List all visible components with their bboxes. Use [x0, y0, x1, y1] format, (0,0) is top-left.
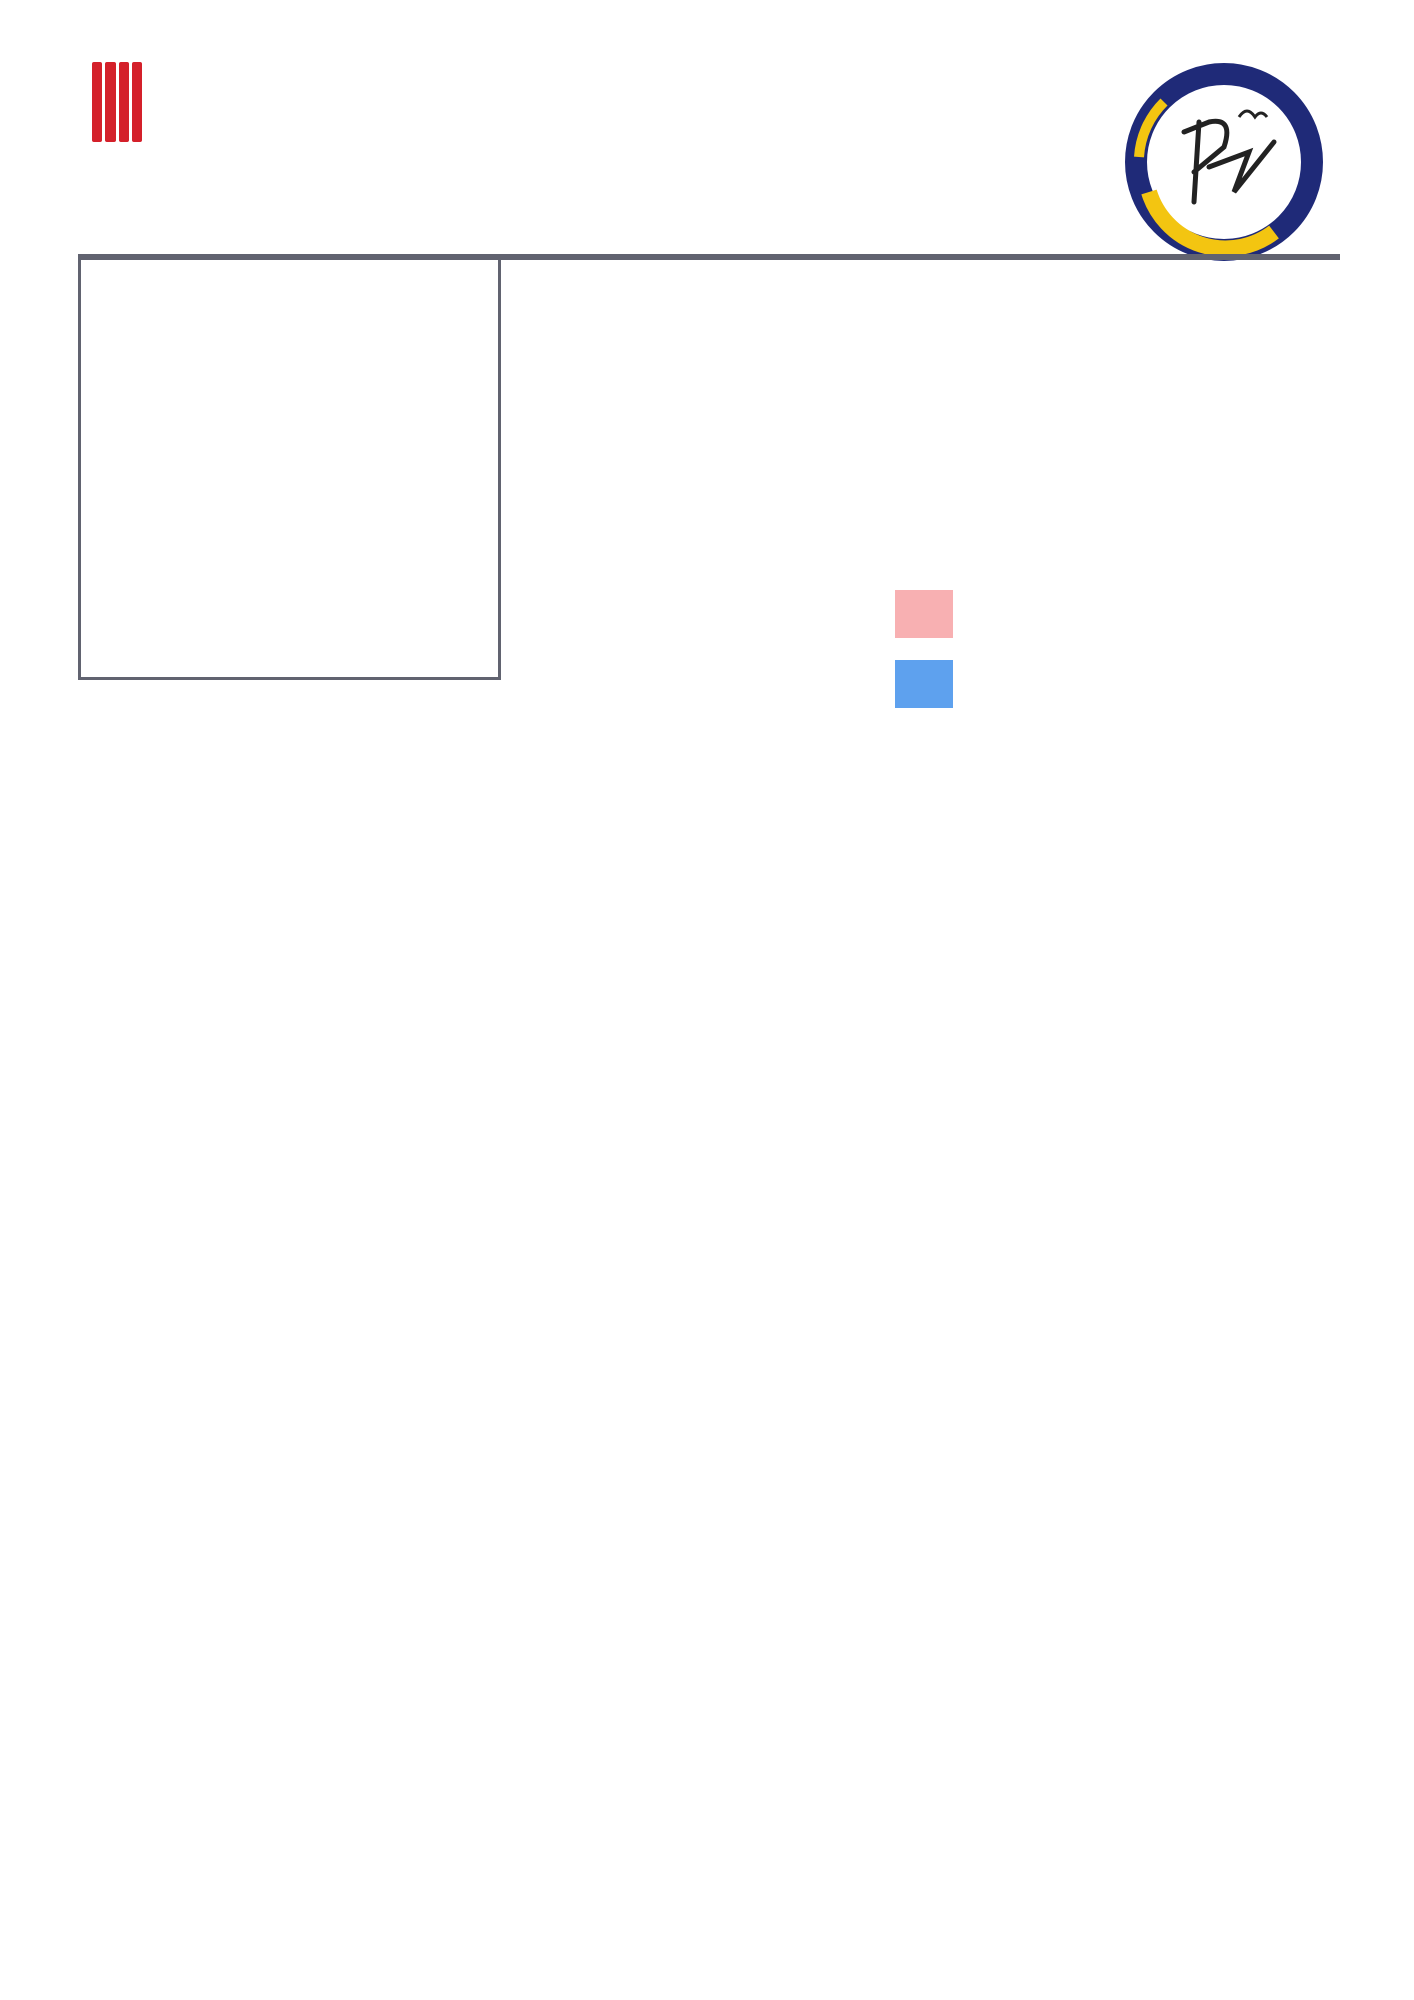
legend-jornada-continuada [895, 660, 973, 708]
legend-area [501, 260, 1343, 680]
legend-swatch-pink [895, 590, 953, 638]
calendar [78, 254, 1340, 680]
page-header [92, 62, 1342, 242]
generalitat-logo [92, 62, 142, 142]
month-juny [81, 260, 501, 680]
calendar-grid-bottom [78, 260, 1340, 680]
legend-lliure-disposicio [895, 590, 973, 638]
legend-swatch-blue [895, 660, 953, 708]
school-logo [1124, 62, 1324, 262]
